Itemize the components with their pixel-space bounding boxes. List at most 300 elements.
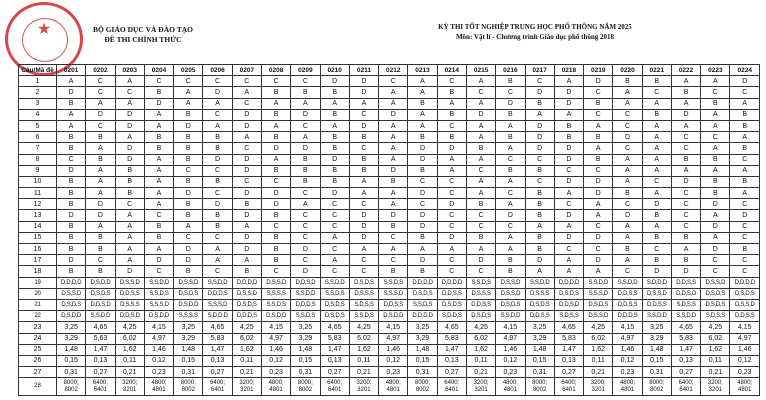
table-row (19, 333, 760, 344)
answer-cell: C (642, 87, 671, 98)
answer-cell: D,S,D,D (86, 277, 115, 288)
table-row (19, 87, 760, 98)
answer-cell: B (261, 109, 290, 120)
table-row (19, 277, 760, 288)
answer-cell: B (320, 176, 349, 187)
answer-cell: S,D,S,S (349, 299, 378, 310)
answer-cell: 8000; 8002 (408, 378, 437, 396)
answer-cell: C (730, 255, 760, 266)
answer-cell: 0,13 (203, 355, 232, 366)
answer-cell: 4,25 (115, 322, 144, 333)
answer-cell: C (466, 221, 495, 232)
answer-cell: 0,11 (701, 355, 730, 366)
answer-cell: C (642, 176, 671, 187)
answer-cell: 4,15 (261, 322, 290, 333)
answer-cell: D,D,S,D (115, 311, 144, 322)
answer-cell: B (57, 132, 86, 143)
answer-cell: A (232, 221, 261, 232)
answer-cell: A (349, 176, 378, 187)
answer-cell: C (320, 221, 349, 232)
answer-cell: C (671, 210, 700, 221)
exam-code-header: 0215 (466, 65, 495, 76)
answer-cell: B (642, 232, 671, 243)
answer-cell: C (291, 188, 320, 199)
answer-cell: D (671, 266, 700, 277)
answer-cell: D,S,D,D (144, 311, 173, 322)
answer-cell: 0,23 (613, 367, 642, 378)
answer-cell: A (613, 98, 642, 109)
answer-cell: D (525, 255, 554, 266)
answer-cell: D (584, 176, 613, 187)
answer-cell: D (320, 76, 349, 87)
answer-cell: D,D,S,S (730, 311, 760, 322)
answer-cell: 5,83 (437, 333, 466, 344)
answer-cell: D (408, 221, 437, 232)
answer-cell: B (525, 165, 554, 176)
answer-cell: D (525, 132, 554, 143)
answer-cell: D (57, 165, 86, 176)
answer-cell: 4800; 4801 (496, 378, 525, 396)
answer-cell: 0,13 (671, 355, 700, 366)
answer-cell: B (496, 165, 525, 176)
answer-cell: C (701, 132, 730, 143)
answer-cell: A (613, 154, 642, 165)
answer-cell: 1,46 (613, 344, 642, 355)
exam-code-header: 0209 (291, 65, 320, 76)
answer-cell: 3,29 (291, 333, 320, 344)
answer-cell: C (613, 199, 642, 210)
answer-cell: B (57, 244, 86, 255)
answer-cell: C (203, 76, 232, 87)
answer-cell: C (144, 210, 173, 221)
answer-cell: A (408, 109, 437, 120)
answer-cell: 5,83 (320, 333, 349, 344)
answer-cell: B (701, 188, 730, 199)
answer-cell: D,S,D,S (408, 288, 437, 299)
answer-cell: A (144, 109, 173, 120)
answer-cell: C (86, 87, 115, 98)
answer-cell: A (203, 98, 232, 109)
answer-cell: C (730, 221, 760, 232)
answer-cell: D,S,D,S (525, 299, 554, 310)
answer-cell: 4800; 4801 (144, 378, 173, 396)
answer-cell: B (730, 109, 760, 120)
answer-cell: D (349, 221, 378, 232)
answer-cell: 0,21 (232, 367, 261, 378)
answer-cell: D (57, 87, 86, 98)
answer-cell: D,S,D,S (554, 288, 583, 299)
answer-cell: A (320, 232, 349, 243)
answer-cell: A (496, 199, 525, 210)
answer-cell: S,S,D,S (349, 311, 378, 322)
question-number: 5 (19, 120, 57, 131)
answer-cell: S,D,D,D (203, 311, 232, 322)
answer-cell: C (291, 76, 320, 87)
answer-cell: 6400; 6401 (86, 378, 115, 396)
answer-cell: 3,25 (174, 322, 203, 333)
answer-cell: B (408, 132, 437, 143)
answer-cell: 4,65 (86, 322, 115, 333)
question-number: 21 (19, 299, 57, 310)
exam-code-header: 0210 (320, 65, 349, 76)
answer-cell: B (613, 76, 642, 87)
answer-cell: A (86, 188, 115, 199)
answer-cell: S,S,D,D (144, 277, 173, 288)
answer-cell: A (144, 188, 173, 199)
answer-cell: 1,48 (57, 344, 86, 355)
answer-cell: C (466, 266, 495, 277)
answer-cell: 8000; 8002 (525, 378, 554, 396)
answer-cell: A (86, 176, 115, 187)
answer-cell: 3200; 3201 (232, 378, 261, 396)
answer-cell: D (349, 76, 378, 87)
answer-cell: 0,15 (525, 355, 554, 366)
answer-cell: A (466, 132, 495, 143)
answer-cell: C (408, 199, 437, 210)
answer-cell: D (174, 188, 203, 199)
seal-star-icon: ★ (36, 21, 52, 38)
answer-cell: A (730, 132, 760, 143)
table-row (19, 244, 760, 255)
answer-cell: D,D,S,D (86, 299, 115, 310)
answer-cell: 3200; 3201 (115, 378, 144, 396)
answer-cell: A (525, 109, 554, 120)
answer-cell: 0,15 (174, 355, 203, 366)
table-row (19, 221, 760, 232)
answer-cell: 3,29 (525, 333, 554, 344)
answer-cell: 0,27 (554, 367, 583, 378)
answer-cell: 1,48 (408, 344, 437, 355)
answer-cell: A (115, 98, 144, 109)
answer-cell: C (437, 76, 466, 87)
question-number: 13 (19, 210, 57, 221)
answer-cell: A (613, 176, 642, 187)
answer-cell: C (86, 120, 115, 131)
answer-cell: D (408, 154, 437, 165)
answer-cell: B (144, 221, 173, 232)
answer-cell: B (642, 210, 671, 221)
exam-code-header: 0203 (115, 65, 144, 76)
answer-cell: C (730, 87, 760, 98)
answer-cell: 1,62 (466, 344, 495, 355)
answer-cell: B (437, 87, 466, 98)
answer-cell: 4800; 4801 (730, 378, 760, 396)
answer-cell: D (379, 165, 408, 176)
answer-cell: D,D,S,S (379, 299, 408, 310)
answer-cell: C (613, 266, 642, 277)
answer-cell: A (466, 76, 495, 87)
answer-cell: A (115, 232, 144, 243)
answer-cell: B (349, 154, 378, 165)
table-row (19, 210, 760, 221)
answer-cell: 3,25 (525, 322, 554, 333)
answer-cell: D,D,S,S (671, 277, 700, 288)
exam-code-header: 0208 (261, 65, 290, 76)
answer-cell: D,S,D,S (496, 299, 525, 310)
answer-cell: C (203, 188, 232, 199)
answer-cell: A (437, 165, 466, 176)
answer-cell: A (642, 154, 671, 165)
answer-cell: A (584, 143, 613, 154)
question-number: 24 (19, 333, 57, 344)
answer-cell: 0,13 (86, 355, 115, 366)
answer-cell: B (320, 87, 349, 98)
answer-cell: D (144, 255, 173, 266)
table-row (19, 143, 760, 154)
answer-cell: D (232, 109, 261, 120)
exam-code-header: 0214 (437, 65, 466, 76)
answer-cell: C (349, 255, 378, 266)
answer-cell: C (584, 87, 613, 98)
answer-cell: D (408, 255, 437, 266)
answer-cell: D (174, 255, 203, 266)
answer-cell: D,S,S,D (232, 288, 261, 299)
answer-cell: D (144, 98, 173, 109)
question-number: 12 (19, 199, 57, 210)
table-row (19, 355, 760, 366)
answer-cell: A (115, 76, 144, 87)
answer-cell: 4,65 (203, 322, 232, 333)
answer-cell: C (320, 244, 349, 255)
answer-cell: B (496, 255, 525, 266)
answer-cell: A (437, 244, 466, 255)
answer-cell: C (320, 199, 349, 210)
answer-cell: C (584, 165, 613, 176)
answer-cell: A (57, 120, 86, 131)
answer-cell: B (584, 154, 613, 165)
answer-cell: 6,02 (584, 333, 613, 344)
question-number: 26 (19, 355, 57, 366)
answer-cell: D (57, 255, 86, 266)
answer-cell: C (730, 232, 760, 243)
answer-cell: A (642, 132, 671, 143)
answer-cell: D,D,D,D (57, 277, 86, 288)
answer-cell: B (408, 232, 437, 243)
answer-cell: S,S,D,D (525, 277, 554, 288)
answer-cell: D,S,S,D (174, 277, 203, 288)
question-number: 20 (19, 288, 57, 299)
question-number: 8 (19, 154, 57, 165)
answer-cell: D,D,D,D (554, 277, 583, 288)
answer-cell: B (86, 232, 115, 243)
answer-cell: C (291, 120, 320, 131)
answer-cell: 0,23 (496, 367, 525, 378)
answer-cell: S,S,D,D (613, 277, 642, 288)
answer-cell: D (232, 188, 261, 199)
exam-code-header: 0217 (525, 65, 554, 76)
exam-code-header: 0223 (701, 65, 730, 76)
answer-cell: D (496, 98, 525, 109)
answer-cell: 0,31 (291, 367, 320, 378)
answer-cell: 0,15 (408, 355, 437, 366)
answer-cell: C (203, 165, 232, 176)
answer-cell: B (554, 132, 583, 143)
answer-cell: S,S,D,D (584, 277, 613, 288)
answer-cell: B (408, 98, 437, 109)
answer-cell: 3,25 (642, 322, 671, 333)
answer-cell: C (671, 199, 700, 210)
answer-cell: D (701, 221, 730, 232)
answer-cell: A (174, 221, 203, 232)
answer-cell: 0,13 (320, 355, 349, 366)
answer-cell: C (554, 199, 583, 210)
answer-cell: D,S,D,S (730, 288, 760, 299)
answer-cell: C (232, 98, 261, 109)
answer-cell: 4,65 (437, 322, 466, 333)
official-exam-label: ĐỀ THI CHÍNH THỨC (104, 35, 182, 44)
answer-cell: D (554, 143, 583, 154)
answer-cell: A (144, 165, 173, 176)
exam-code-header: 0219 (584, 65, 613, 76)
answer-cell: A (584, 120, 613, 131)
answer-cell: 1,47 (554, 344, 583, 355)
answer-cell: 8000; 8002 (642, 378, 671, 396)
answer-cell: S,S,S,D (379, 288, 408, 299)
answer-cell: 1,62 (232, 344, 261, 355)
answer-cell: C (730, 266, 760, 277)
answer-cell: B (466, 199, 495, 210)
answer-cell: 4800; 4801 (613, 378, 642, 396)
answer-cell: A (701, 76, 730, 87)
answer-cell: 0,23 (730, 367, 760, 378)
answer-cell: B (57, 176, 86, 187)
answer-cell: B (261, 232, 290, 243)
answer-cell: 1,62 (349, 344, 378, 355)
answer-cell: A (701, 109, 730, 120)
answer-cell: B (671, 87, 700, 98)
answer-cell: B (525, 98, 554, 109)
answer-cell: A (232, 132, 261, 143)
answer-cell: D (701, 199, 730, 210)
answer-cell: A (57, 109, 86, 120)
answer-cell: B (408, 165, 437, 176)
answer-cell: 3,29 (642, 333, 671, 344)
answer-cell: B (174, 199, 203, 210)
answer-cell: C (232, 143, 261, 154)
answer-cell: B (261, 87, 290, 98)
table-row (19, 288, 760, 299)
answer-cell: 4,65 (671, 322, 700, 333)
answer-cell: A (642, 188, 671, 199)
answer-cell: 0,12 (379, 355, 408, 366)
answer-cell: D (115, 154, 144, 165)
answer-cell: C (584, 244, 613, 255)
table-row (19, 367, 760, 378)
answer-cell: 1,47 (437, 344, 466, 355)
answer-cell: D,S,D,S (57, 299, 86, 310)
answer-cell: A (379, 143, 408, 154)
answer-cell: A (86, 98, 115, 109)
answer-cell: D (232, 232, 261, 243)
answer-cell: D,S,D,S (320, 299, 349, 310)
answer-cell: B (584, 98, 613, 109)
table-row (19, 299, 760, 310)
answer-cell: C (671, 221, 700, 232)
answer-cell: A (671, 244, 700, 255)
answer-cell: D (203, 154, 232, 165)
ministry-name: BỘ GIÁO DỤC VÀ ĐÀO TẠO (93, 25, 193, 34)
exam-code-header: 0202 (86, 65, 115, 76)
answer-cell: D (86, 199, 115, 210)
question-number: 3 (19, 98, 57, 109)
answer-cell: 0,23 (379, 367, 408, 378)
answer-cell: D (437, 232, 466, 243)
answer-cell: 0,11 (466, 355, 495, 366)
answer-cell: D (584, 232, 613, 243)
answer-cell: D,D,D,D (232, 277, 261, 288)
answer-cell: B (174, 132, 203, 143)
answer-cell: 4,25 (584, 322, 613, 333)
answer-cell: D (554, 98, 583, 109)
answer-cell: A (437, 154, 466, 165)
answer-cell: C (203, 266, 232, 277)
answer-cell: D,S,D,D (379, 311, 408, 322)
answer-cell: 3200; 3201 (466, 378, 495, 396)
answer-cell: A (584, 266, 613, 277)
answer-cell: B (291, 165, 320, 176)
answer-cell: B (86, 132, 115, 143)
answer-cell: C (261, 221, 290, 232)
answer-cell: 6,02 (466, 333, 495, 344)
answer-cell: A (408, 120, 437, 131)
answer-cell: B (291, 87, 320, 98)
answer-cell: A (730, 98, 760, 109)
answer-cell: 1,46 (379, 344, 408, 355)
answer-cell: A (730, 188, 760, 199)
answer-cell: A (613, 87, 642, 98)
answer-cell: D,S,S,S (466, 288, 495, 299)
answer-cell: 0,23 (144, 367, 173, 378)
table-header-row (19, 65, 760, 76)
answer-cell: C (496, 221, 525, 232)
answer-cell: A (379, 120, 408, 131)
answer-cell: C (466, 87, 495, 98)
exam-code-header: 0213 (408, 65, 437, 76)
answer-cell: 0,27 (671, 367, 700, 378)
answer-cell: D (408, 188, 437, 199)
answer-cell: A (671, 120, 700, 131)
answer-cell: B (115, 188, 144, 199)
answer-cell: D,D,D,S (613, 311, 642, 322)
answer-cell: B (671, 232, 700, 243)
answer-cell: B (671, 154, 700, 165)
answer-cell: 4,65 (320, 322, 349, 333)
answer-cell: D (584, 188, 613, 199)
answer-cell: A (642, 221, 671, 232)
answer-cell: D (203, 87, 232, 98)
answer-cell: A (232, 255, 261, 266)
answer-cell: 5,63 (86, 333, 115, 344)
answer-cell: A (525, 266, 554, 277)
answer-cell: 8000; 8002 (174, 378, 203, 396)
answer-cell: A (115, 255, 144, 266)
answer-cell: 0,23 (261, 367, 290, 378)
question-number: 18 (19, 266, 57, 277)
answer-cell: 1,48 (291, 344, 320, 355)
answer-cell: D (115, 143, 144, 154)
question-number: 9 (19, 165, 57, 176)
question-number: 27 (19, 367, 57, 378)
answer-cell: A (379, 132, 408, 143)
answer-cell: A (174, 98, 203, 109)
exam-code-header: 0224 (730, 65, 760, 76)
answer-cell: C (144, 76, 173, 87)
answer-cell: C (57, 154, 86, 165)
answer-cell: B (203, 176, 232, 187)
answer-cell: A (496, 120, 525, 131)
answer-cell: B (86, 244, 115, 255)
answer-cell: B (437, 132, 466, 143)
